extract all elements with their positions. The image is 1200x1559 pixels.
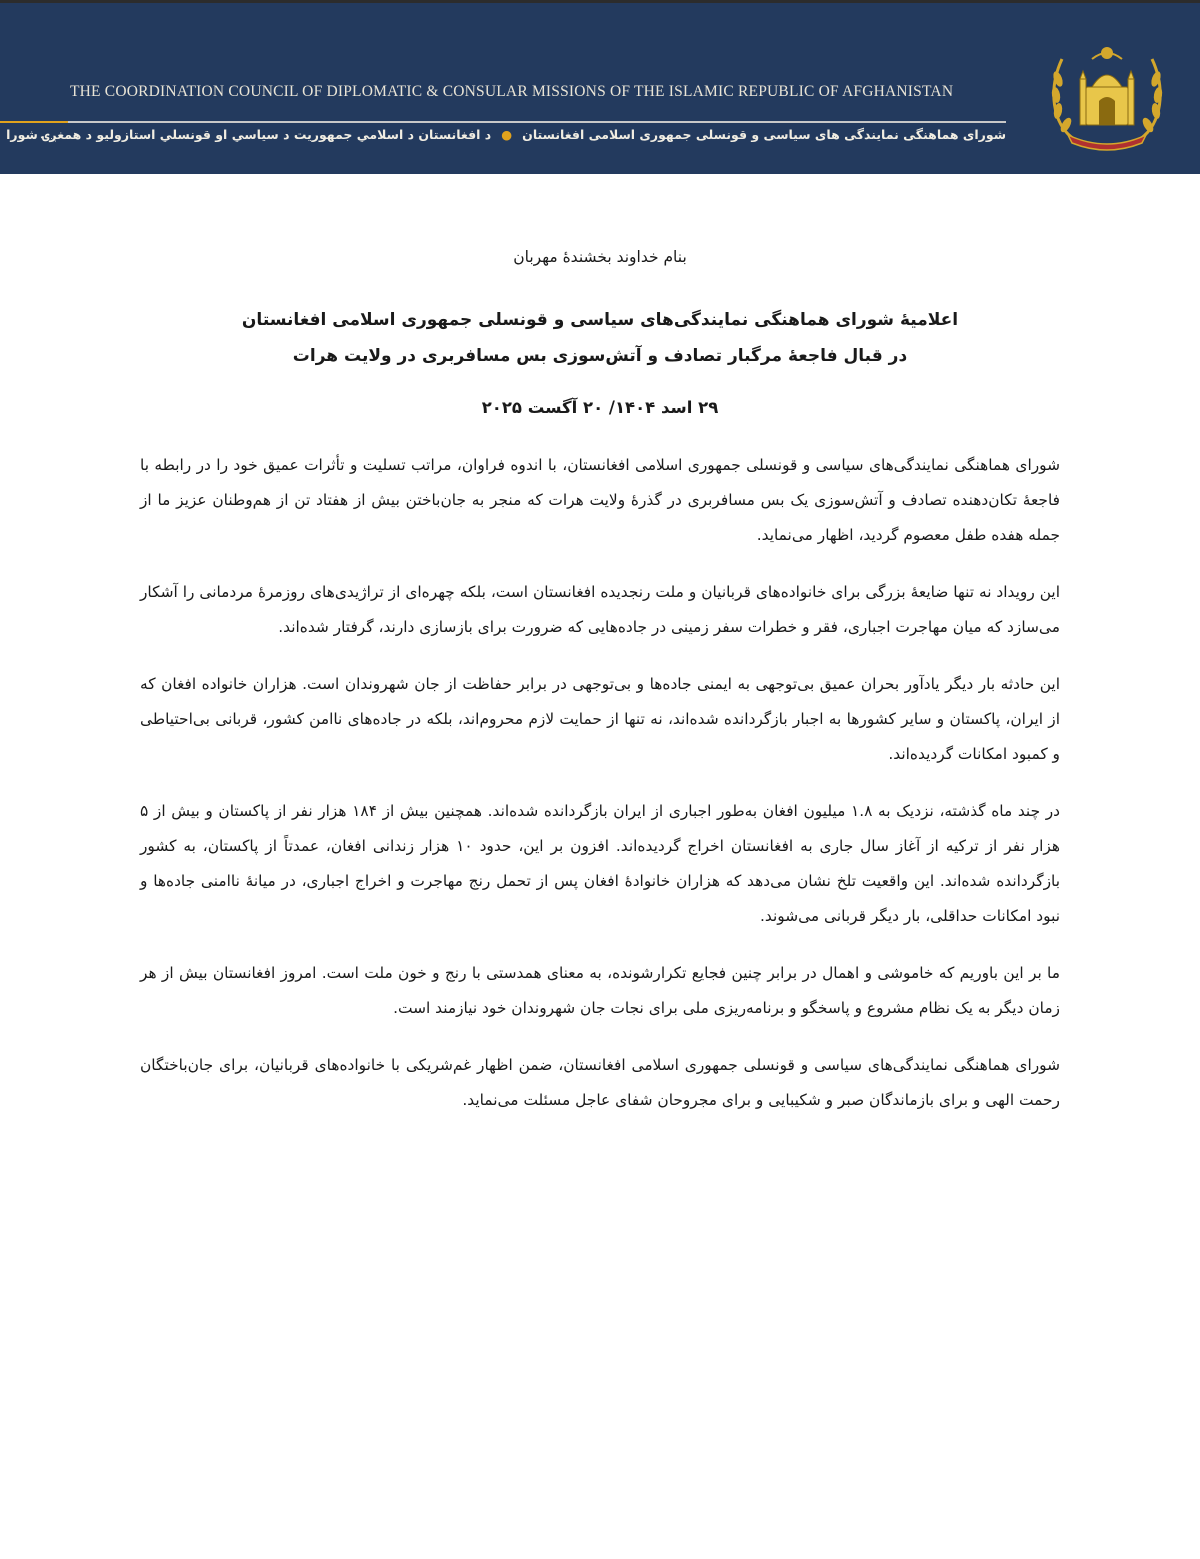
title-line-2: در قبال فاجعهٔ مرگبار تصادف و آتش‌سوزی بس مسافربری در ولایت هرات [292, 346, 908, 366]
council-name-local [6, 127, 1006, 142]
statement-document [140, 244, 1060, 1140]
statement-title [140, 302, 1060, 374]
paragraph-condolence: شورای هماهنگی نمایندگی‌های سیاسی و قونسلی جمهوری اسلامی افغانستان، با اندوه فراوان، مراتب تسلیت و تأثرات عمیق خود را در رابطه با فاجعهٔ تکان‌دهنده تصادف و آتش‌سوزی یک بس مسافربری در گذرهٔ ولایت هرات که منجر به جان‌باختن بیش از هفتاد تن از هم‌وطنان عزیز ما از جمله هفده طفل معصوم گردید، اظهار می‌نماید. [140, 456, 1060, 544]
paragraph-tragedy: این رویداد نه تنها ضایعهٔ بزرگی برای خانواده‌های قربانیان و ملت رنجدیده افغانستان است، بلکه چهره‌ای از تراژیدی‌های روزمرهٔ مردمانی را آشکار می‌سازد که میان مهاجرت اجباری، فقر و خطرات سفر زمینی در جاده‌هایی که ضرورت برای بازسازی دارند، گرفتار شده‌اند. [140, 583, 1060, 636]
statement-date: ۲۹ اسد ۱۴۰۴/ ۲۰ آگست ۲۰۲۵ [481, 398, 719, 417]
paragraph-accountability: ما بر این باوریم که خاموشی و اهمال در برابر چنین فجایع تکرارشونده، به معنای همدستی با رنج و خون ملت است. امروز افغانستان بیش از هر زمان دیگر به یک نظام مشروع و پاسخگو و برنامه‌ریزی ملی برای نجات جان شهروندان خود نیازمند است. [140, 964, 1060, 1017]
council-name-dari: شورای هماهنگی نمایندگی های سیاسی و قونسلی جمهوری اسلامی افغانستان [522, 127, 1006, 142]
title-line-1: اعلامیهٔ شورای هماهنگی نمایندگی‌های سیاسی و قونسلی جمهوری اسلامی افغانستان [241, 310, 959, 330]
header-divider-rule [68, 121, 1006, 123]
council-name-pashto: د افغانستان د اسلامي جمهوریت د سیاسي او قونسلي استازولیو د همغږۍ شورا [6, 127, 492, 142]
council-name-english: THE COORDINATION COUNCIL OF DIPLOMATIC & CONSULAR MISSIONS OF THE ISLAMIC REPUBLIC OF AFGHANISTAN [70, 83, 954, 100]
paragraph-road-safety: این حادثه بار دیگر یادآور بحران عمیق بی‌توجهی به ایمنی جاده‌ها و بی‌توجهی در برابر حفاظت از جان شهروندان است. هزاران خانواده افغان که از ایران، پاکستان و سایر کشورها به اجبار بازگردانده شده‌اند، نه تنها از حمایت لازم محروم‌اند، بلکه در جاده‌های ناامن کشور، قربانی بی‌احتیاطی و کمبود امکانات گردیده‌اند. [140, 675, 1060, 763]
letterhead-header [0, 0, 1200, 174]
bismillah-heading: بنام خداوند بخشندهٔ مهربان [513, 248, 687, 266]
paragraph-deportations: در چند ماه گذشته، نزدیک به ۱.۸ میلیون افغان به‌طور اجباری از ایران بازگردانده شده‌اند. همچنین بیش از ۱۸۴ هزار نفر از پاکستان و بیش از ۵ هزار نفر از ترکیه از آغاز سال جاری به افغانستان اخراج گردیده‌اند. افزون بر این، حدود ۱۰ هزار زندانی افغان، عمدتاً از پاکستان، به کشور بازگردانده شده‌اند. این واقعیت تلخ نشان می‌دهد که هزاران خانوادهٔ افغان پس از تحمل رنج مهاجرت و اخراج اجباری، در میانهٔ ناامنی جاده‌ها و نبود امکانات حداقلی، بار دیگر قربانی می‌شوند. [140, 802, 1060, 925]
paragraph-prayer: شورای هماهنگی نمایندگی‌های سیاسی و قونسلی جمهوری اسلامی افغانستان، ضمن اظهار غم‌شریکی با خانواده‌های قربانیان، برای جان‌باختگان رحمت الهی و برای بازماندگان صبر و شکیبایی و برای مجروحان شفای عاجل مسئلت می‌نماید. [140, 1056, 1060, 1109]
afghanistan-emblem-icon [1044, 29, 1170, 155]
header-accent-rule [0, 121, 68, 123]
separator-dot-icon: ● [501, 127, 513, 142]
